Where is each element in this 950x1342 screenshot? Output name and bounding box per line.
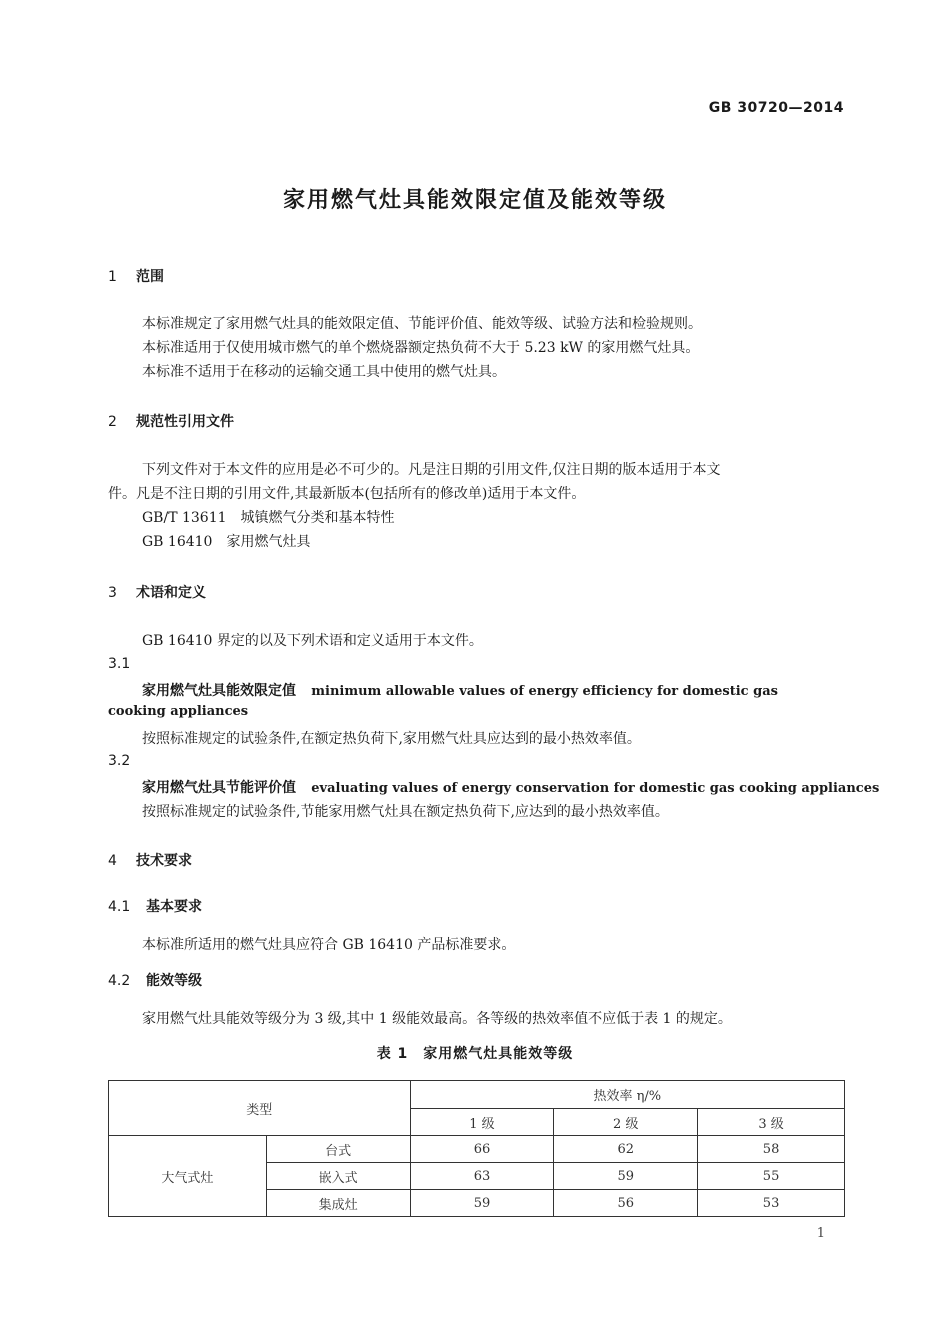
subtype-label: 台式 xyxy=(266,1136,410,1163)
value-cell: 66 xyxy=(410,1136,554,1163)
section-3-heading xyxy=(108,582,206,602)
subsection-4-2-heading xyxy=(108,970,202,990)
header-type: 类型 xyxy=(109,1081,411,1136)
reference-item: GB/T 13611 城镇燃气分类和基本特性 xyxy=(142,510,395,526)
document-title: 家用燃气灶具能效限定值及能效等级 xyxy=(282,188,667,213)
value-cell: 58 xyxy=(698,1136,845,1163)
term-english: minimum allowable values of energy efficiency for domestic gas xyxy=(311,684,778,699)
term-number: 3.1 xyxy=(108,656,131,672)
value-cell: 56 xyxy=(554,1190,698,1217)
section-number: 2 xyxy=(108,414,117,430)
section-4-heading xyxy=(108,850,192,870)
paragraph: 家用燃气灶具能效等级分为 3 级,其中 1 级能效最高。各等级的热效率值不应低于表 1 的规定。 xyxy=(142,1011,732,1027)
paragraph: 本标准规定了家用燃气灶具的能效限定值、节能评价值、能效等级、试验方法和检验规则。 xyxy=(142,316,702,332)
header-grade-3: 3 级 xyxy=(698,1109,845,1136)
term-3-1 xyxy=(142,680,778,700)
subsection-title: 基本要求 xyxy=(146,899,202,915)
table-row xyxy=(109,1136,845,1163)
paragraph: 本标准适用于仅使用城市燃气的单个燃烧器额定热负荷不大于 5.23 kW 的家用燃气灶具。 xyxy=(142,340,700,356)
header-grade-1: 1 级 xyxy=(410,1109,554,1136)
term-number: 3.2 xyxy=(108,753,131,769)
value-cell: 62 xyxy=(554,1136,698,1163)
group-label: 大气式灶 xyxy=(109,1136,267,1217)
section-title: 范围 xyxy=(136,269,164,285)
header-efficiency: 热效率 η/% xyxy=(410,1081,844,1109)
efficiency-table xyxy=(108,1080,845,1217)
section-2-heading xyxy=(108,411,234,431)
term-definition: 按照标准规定的试验条件,在额定热负荷下,家用燃气灶具应达到的最小热效率值。 xyxy=(142,731,641,747)
subsection-4-1-heading xyxy=(108,896,202,916)
section-number: 3 xyxy=(108,585,117,601)
term-definition: 按照标准规定的试验条件,节能家用燃气灶具在额定热负荷下,应达到的最小热效率值。 xyxy=(142,804,669,820)
value-cell: 59 xyxy=(410,1190,554,1217)
reference-item: GB 16410 家用燃气灶具 xyxy=(142,534,311,550)
subsection-number: 4.1 xyxy=(108,899,131,915)
standard-code: GB 30720—2014 xyxy=(708,100,844,116)
subsection-number: 4.2 xyxy=(108,973,131,989)
paragraph: GB 16410 界定的以及下列术语和定义适用于本文件。 xyxy=(142,633,483,649)
paragraph: 本标准不适用于在移动的运输交通工具中使用的燃气灶具。 xyxy=(142,364,506,380)
paragraph: 本标准所适用的燃气灶具应符合 GB 16410 产品标准要求。 xyxy=(142,937,516,953)
table-caption: 表 1 家用燃气灶具能效等级 xyxy=(376,1046,574,1062)
section-title: 技术要求 xyxy=(136,853,192,869)
page-number: 1 xyxy=(816,1226,825,1241)
subtype-label: 集成灶 xyxy=(266,1190,410,1217)
term-chinese: 家用燃气灶具节能评价值 xyxy=(142,780,296,796)
value-cell: 53 xyxy=(698,1190,845,1217)
paragraph: 件。凡是不注日期的引用文件,其最新版本(包括所有的修改单)适用于本文件。 xyxy=(108,486,586,502)
term-3-2 xyxy=(142,777,879,797)
value-cell: 59 xyxy=(554,1163,698,1190)
term-english: evaluating values of energy conservation for domestic gas cooking appliances xyxy=(311,781,880,796)
section-title: 术语和定义 xyxy=(136,585,206,601)
section-title: 规范性引用文件 xyxy=(136,414,234,430)
term-chinese: 家用燃气灶具能效限定值 xyxy=(142,683,296,699)
paragraph: 下列文件对于本文件的应用是必不可少的。凡是注日期的引用文件,仅注日期的版本适用于本文 xyxy=(142,462,721,478)
value-cell: 55 xyxy=(698,1163,845,1190)
term-english-continued: cooking appliances xyxy=(108,704,249,719)
subsection-title: 能效等级 xyxy=(146,973,202,989)
header-grade-2: 2 级 xyxy=(554,1109,698,1136)
value-cell: 63 xyxy=(410,1163,554,1190)
section-number: 1 xyxy=(108,269,117,285)
section-number: 4 xyxy=(108,853,117,869)
section-1-heading xyxy=(108,266,164,286)
subtype-label: 嵌入式 xyxy=(266,1163,410,1190)
